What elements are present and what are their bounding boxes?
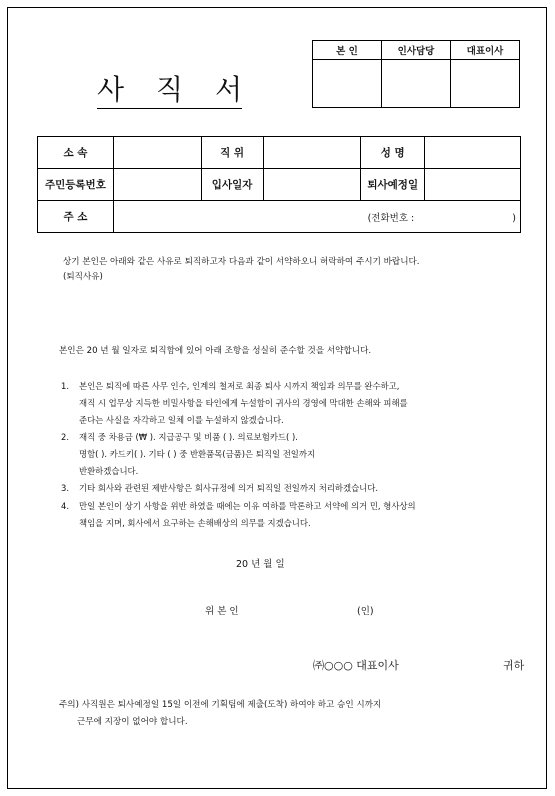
address-field[interactable] bbox=[113, 201, 520, 233]
title-char: 사 bbox=[97, 73, 125, 106]
item-line: 기타 회사와 관련된 제반사항은 회사규정에 의거 퇴직일 전일까지 처리하겠습니다. bbox=[79, 483, 379, 493]
item-number: 3. bbox=[61, 483, 69, 493]
title-char: 직 bbox=[155, 73, 184, 106]
approval-cell-ceo[interactable] bbox=[451, 60, 520, 108]
date-line: 20 년 월 일 bbox=[236, 559, 285, 570]
approval-table bbox=[312, 40, 520, 108]
note-line-2: 근무에 지장이 없어야 합니다. bbox=[77, 717, 188, 727]
resident-id-label: 주민등록번호 bbox=[38, 169, 114, 201]
item-line: 본인은 퇴직에 따른 사무 인수, 인계의 철저로 최종 퇴사 시까지 책임과 의무를 완수하고, bbox=[79, 381, 400, 391]
item-line: 준다는 사실을 자각하고 일체 이를 누설하지 않겠습니다. bbox=[79, 415, 284, 425]
item-line: 재직 시 업무상 지득한 비밀사항을 타인에게 누설함이 귀사의 경영에 막대한 손해와 피해를 bbox=[79, 398, 408, 408]
resident-id-field[interactable] bbox=[113, 169, 201, 201]
seal-mark: (인) bbox=[357, 606, 374, 617]
address-label: 주 소 bbox=[38, 201, 114, 233]
title-char: 서 bbox=[214, 73, 242, 106]
approval-cell-self[interactable] bbox=[313, 60, 382, 108]
document-title bbox=[97, 74, 242, 109]
approval-cell-hr[interactable] bbox=[382, 60, 451, 108]
position-label: 직 위 bbox=[201, 137, 263, 169]
employee-info-table bbox=[37, 136, 521, 233]
name-field[interactable] bbox=[425, 137, 521, 169]
item-number: 4. bbox=[61, 501, 69, 511]
intro-text: 상기 본인은 아래와 같은 사유로 퇴직하고자 다음과 같이 서약하오니 허락하여 주시기 바랍니다. bbox=[63, 257, 420, 267]
approval-header-hr: 인사담당 bbox=[382, 41, 451, 60]
phone-label: (전화번호 : bbox=[367, 212, 415, 224]
phone-close: ) bbox=[512, 212, 516, 224]
item-line: 책임을 지며, 회사에서 요구하는 손해배상의 의무를 지겠습니다. bbox=[79, 518, 311, 528]
approval-header-self: 본 인 bbox=[313, 41, 382, 60]
item-line: 반환하겠습니다. bbox=[79, 466, 139, 476]
join-date-label: 입사일자 bbox=[201, 169, 263, 201]
name-label: 성 명 bbox=[361, 137, 425, 169]
item-number: 1. bbox=[61, 381, 69, 391]
department-label: 소 속 bbox=[38, 137, 114, 169]
department-field[interactable] bbox=[113, 137, 201, 169]
ceo-name: ㈜○○○ 대표이사 bbox=[313, 659, 399, 672]
reason-label: (퇴직사유) bbox=[63, 272, 103, 282]
signer-label: 위 본 인 bbox=[205, 606, 239, 617]
approval-header-ceo: 대표이사 bbox=[451, 41, 520, 60]
resign-date-label: 퇴사예정일 bbox=[361, 169, 425, 201]
note-line-1: 주의) 사직원은 퇴사예정일 15일 이전에 기획팀에 제출(도착) 하여야 하고 승인 시까지 bbox=[59, 700, 382, 710]
resign-date-field[interactable] bbox=[425, 169, 521, 201]
position-field[interactable] bbox=[263, 137, 361, 169]
join-date-field[interactable] bbox=[263, 169, 361, 201]
item-line: 명함( ). 카드키( ). 기타 ( ) 중 반환품목(금품)은 퇴직일 전일까지 bbox=[79, 449, 316, 459]
pledge-text: 본인은 20 년 월 일자로 퇴직함에 있어 아래 조항을 성실히 준수할 것을 서약합니다. bbox=[59, 346, 372, 356]
item-line: 만일 본인이 상기 사항을 위반 하였을 때에는 이유 여하를 막론하고 서약에 의거 민, 형사상의 bbox=[79, 501, 416, 511]
honorific: 귀하 bbox=[503, 659, 525, 672]
item-line: 재직 중 차용금 (₩ ). 지급공구 및 비품 ( ). 의료보험카드( ). bbox=[79, 432, 298, 442]
item-number: 2. bbox=[61, 432, 69, 442]
